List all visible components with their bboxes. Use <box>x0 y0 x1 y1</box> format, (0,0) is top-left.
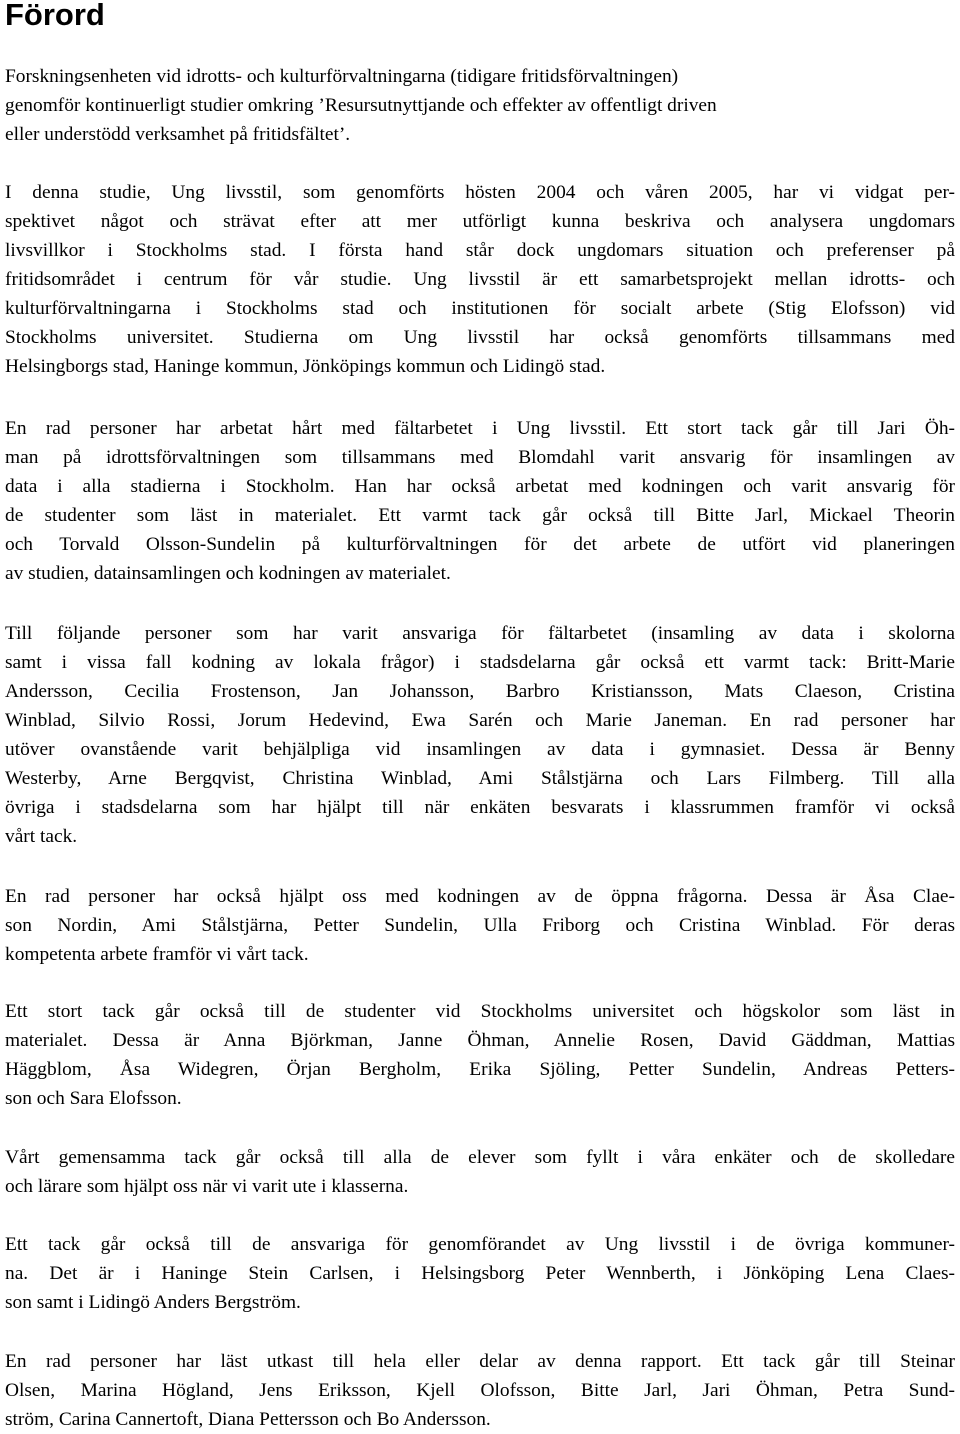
text-line: kulturförvaltningarna i Stockholms stad och institutionen för socialt arbete (Stig Elofsson) vid <box>5 298 955 319</box>
text-line: av studien, datainsamlingen och kodningen av materialet. <box>5 563 451 584</box>
text-line: utöver ovanstående varit behjälpliga vid insamlingen av data i gymnasiet. Dessa är Benny <box>5 739 955 760</box>
text-line: son Nordin, Ami Stålstjärna, Petter Sundelin, Ulla Friborg och Cristina Winblad. För deras <box>5 915 955 936</box>
text-line: övriga i stadsdelarna som har hjälpt till när enkäten besvarats i klassrummen framför vi också <box>5 797 955 818</box>
paragraph-study <box>5 178 955 381</box>
text-line: data i alla stadierna i Stockholm. Han har också arbetat med kodningen och varit ansvarig för <box>5 476 955 497</box>
paragraph-coding <box>5 882 955 969</box>
text-line: I denna studie, Ung livsstil, som genomförts hösten 2004 och våren 2005, har vi vidgat per- <box>5 182 955 203</box>
text-line: genomför kontinuerligt studier omkring ’Resursutnyttjande och effekter av offentligt driven <box>5 95 717 116</box>
text-line: En rad personer har också hjälpt oss med kodningen av de öppna frågorna. Dessa är Åsa Clae- <box>5 886 955 907</box>
text-line: Stockholms universitet. Studierna om Ung livsstil har också genomförts tillsammans med <box>5 327 955 348</box>
text-line: fritidsområdet i centrum för vår studie. Ung livsstil är ett samarbetsprojekt mellan idrotts- och <box>5 269 955 290</box>
text-line: Häggblom, Åsa Widegren, Örjan Bergholm, Erika Sjöling, Petter Sundelin, Andreas Petters- <box>5 1059 955 1080</box>
paragraph-intro <box>5 62 955 149</box>
paragraph-municipalities <box>5 1230 955 1317</box>
text-line: son samt i Lidingö Anders Bergström. <box>5 1292 301 1313</box>
text-line: son och Sara Elofsson. <box>5 1088 182 1109</box>
text-line: Helsingborgs stad, Haninge kommun, Jönköpings kommun och Lidingö stad. <box>5 356 606 377</box>
paragraph-students <box>5 997 955 1113</box>
text-line: eller understödd verksamhet på fritidsfältet’. <box>5 124 351 145</box>
text-line: Andersson, Cecilia Frostenson, Jan Johansson, Barbro Kristiansson, Mats Claeson, Cristina <box>5 681 955 702</box>
text-line: och Torvald Olsson-Sundelin på kulturförvaltningen för det arbete de utfört vid planeringen <box>5 534 955 555</box>
text-line: Ett stort tack går också till de studenter vid Stockholms universitet och högskolor som läst in <box>5 1001 955 1022</box>
text-line: Westerby, Arne Bergqvist, Christina Winblad, Ami Stålstjärna och Lars Filmberg. Till alla <box>5 768 955 789</box>
text-line: vårt tack. <box>5 826 78 847</box>
text-line: na. Det är i Haninge Stein Carlsen, i Helsingsborg Peter Wennberth, i Jönköping Lena Claes- <box>5 1263 955 1284</box>
text-line: och lärare som hjälpt oss när vi varit ute i klasserna. <box>5 1176 409 1197</box>
paragraph-reviewers <box>5 1347 955 1434</box>
text-line: ström, Carina Cannertoft, Diana Pettersson och Bo Andersson. <box>5 1409 491 1430</box>
text-line: samt i vissa fall kodning av lokala frågor) i stadsdelarna går också ett varmt tack: Britt-Marie <box>5 652 955 673</box>
page-title: Förord <box>5 0 105 32</box>
text-line: spektivet något och strävat efter att mer utförligt kunna beskriva och analysera ungdomars <box>5 211 955 232</box>
paragraph-district-staff <box>5 619 955 851</box>
paragraph-fieldwork <box>5 414 955 588</box>
text-line: En rad personer har arbetat hårt med fältarbetet i Ung livsstil. Ett stort tack går till Jari Öh- <box>5 418 955 439</box>
text-line: Olsen, Marina Högland, Jens Eriksson, Kjell Olofsson, Bitte Jarl, Jari Öhman, Petra Sund- <box>5 1380 955 1401</box>
text-line: En rad personer har läst utkast till hela eller delar av denna rapport. Ett tack går till Steinar <box>5 1351 955 1372</box>
text-line: Till följande personer som har varit ansvariga för fältarbetet (insamling av data i skolorna <box>5 623 955 644</box>
paragraph-pupils <box>5 1143 955 1201</box>
text-line: Vårt gemensamma tack går också till alla de elever som fyllt i våra enkäter och de skolledare <box>5 1147 955 1168</box>
text-line: man på idrottsförvaltningen som tillsammans med Blomdahl varit ansvarig för insamlingen av <box>5 447 955 468</box>
text-line: Forskningsenheten vid idrotts- och kulturförvaltningarna (tidigare fritidsförvaltningen) <box>5 66 679 87</box>
text-line: materialet. Dessa är Anna Björkman, Janne Öhman, Annelie Rosen, David Gäddman, Mattias <box>5 1030 955 1051</box>
text-line: Winblad, Silvio Rossi, Jorum Hedevind, Ewa Sarén och Marie Janeman. En rad personer har <box>5 710 955 731</box>
text-line: de studenter som läst in materialet. Ett varmt tack går också till Bitte Jarl, Mickael Theorin <box>5 505 955 526</box>
text-line: livsvillkor i Stockholms stad. I första hand står dock ungdomars situation och preferenser på <box>5 240 955 261</box>
text-line: Ett tack går också till de ansvariga för genomförandet av Ung livsstil i de övriga kommuner- <box>5 1234 955 1255</box>
text-line: kompetenta arbete framför vi vårt tack. <box>5 944 309 965</box>
